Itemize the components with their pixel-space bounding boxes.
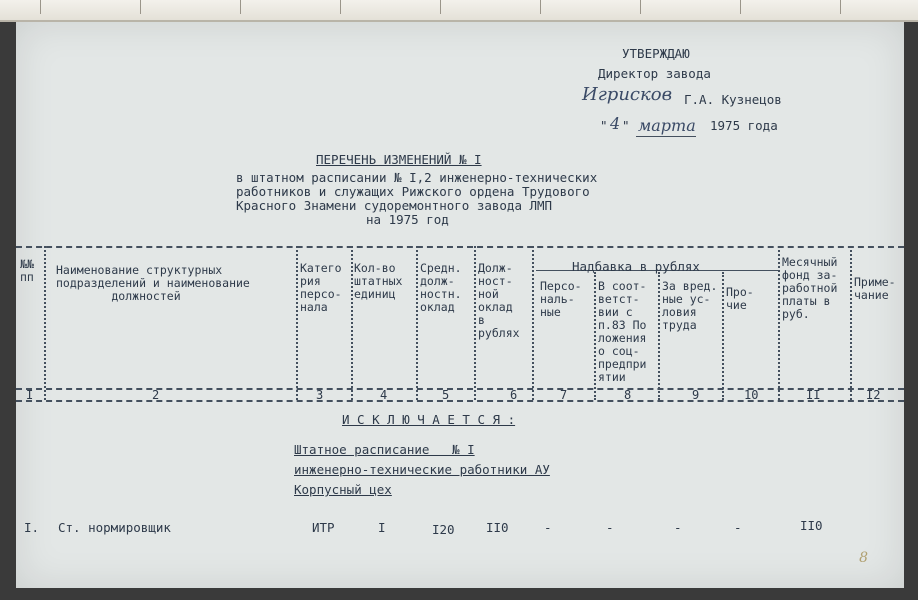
col-divider [44, 246, 46, 400]
header-number: №№ пп [20, 257, 34, 284]
col-number: 3 [316, 388, 324, 402]
row-salary: II0 [486, 520, 509, 535]
table-header-bottom [16, 388, 904, 390]
subtitle-line-3: Красного Знамени судоремонтного завода ЛМП [236, 198, 553, 213]
col-number: 5 [442, 388, 450, 402]
header-avg-salary: Средн. долж- ностн. оклад [420, 261, 462, 314]
col-divider [722, 272, 724, 400]
subtitle-line-1: в штатном расписании № I,2 инженерно-технических [236, 170, 598, 185]
header-salary: Долж- ност- ной оклад в рублях [478, 261, 520, 340]
approval-position: Директор завода [598, 66, 711, 81]
col-divider [850, 246, 852, 400]
col-number: 4 [380, 388, 388, 402]
col-divider [594, 272, 596, 400]
director-signature: Игрисков [582, 84, 673, 105]
row-position: Ст. нормировщик [58, 520, 171, 535]
col-number: 2 [152, 388, 160, 402]
approval-heading: УТВЕРЖДАЮ [622, 46, 690, 61]
table-number-bottom [16, 400, 904, 402]
col-divider [416, 246, 418, 400]
col-divider [778, 246, 780, 400]
col-number: 9 [692, 388, 700, 402]
approval-name: Г.А. Кузнецов [684, 92, 782, 107]
document-page [16, 22, 904, 588]
header-personal: Персо- наль- ные [540, 279, 582, 319]
header-allowance-group: Надбавка в рублях [572, 259, 700, 274]
col-number: 6 [510, 388, 518, 402]
date-year: 1975 года [710, 118, 778, 133]
header-staff-count: Кол-во штатных единиц [354, 261, 403, 301]
row-count: I [378, 520, 386, 535]
row-harmful: - [674, 520, 682, 535]
date-underline [636, 136, 696, 137]
date-month-handwritten: марта [638, 116, 696, 135]
header-social: В соот- ветст- вии с п.83 По ложения о соц- предпри ятии [598, 279, 647, 384]
date-day-handwritten: 4 [610, 114, 621, 133]
col-number: 8 [624, 388, 632, 402]
row-number: I. [24, 520, 40, 535]
corner-page-mark: 8 [859, 550, 868, 566]
header-monthly-fund: Месячный фонд за- работной платы в руб. [782, 255, 838, 321]
section-heading: И С К Л Ю Ч А Е Т С Я : [342, 412, 516, 427]
col-divider [474, 246, 476, 400]
col-divider [532, 246, 534, 400]
subtitle-line-4: на 1975 год [366, 212, 449, 227]
binder-strip [0, 0, 918, 22]
row-fund: II0 [800, 518, 823, 533]
document-title: ПЕРЕЧЕНЬ ИЗМЕНЕНИЙ № I [316, 152, 482, 167]
col-divider [296, 246, 298, 400]
col-divider [351, 246, 353, 400]
header-category: Катего рия персо- нала [300, 261, 342, 314]
table-top-border [16, 246, 904, 248]
col-number: 7 [560, 388, 568, 402]
date-quote-open: " [600, 118, 608, 133]
row-social: - [606, 520, 614, 535]
row-avg-salary: I20 [432, 522, 455, 537]
col-number: I [26, 388, 34, 402]
header-position-name: Наименование структурных подразделений и наименование должностей [56, 263, 250, 303]
row-category: ИТР [312, 520, 335, 535]
col-number: II [806, 388, 821, 402]
header-note: Приме- чание [854, 275, 896, 302]
date-quote-close: " [622, 118, 630, 133]
header-harmful: За вред. ные ус- ловия труда [662, 279, 718, 332]
row-other: - [734, 520, 742, 535]
col-number: I2 [866, 388, 881, 402]
body-line-2: инженерно-технические работники АУ [294, 462, 550, 477]
col-number: 10 [744, 388, 759, 402]
body-line-1: Штатное расписание № I [294, 442, 475, 457]
body-line-3: Корпусный цех [294, 482, 392, 497]
header-other: Про- чие [726, 285, 754, 312]
col-divider [658, 272, 660, 400]
subtitle-line-2: работников и служащих Рижского ордена Трудового [236, 184, 590, 199]
row-personal: - [544, 520, 552, 535]
